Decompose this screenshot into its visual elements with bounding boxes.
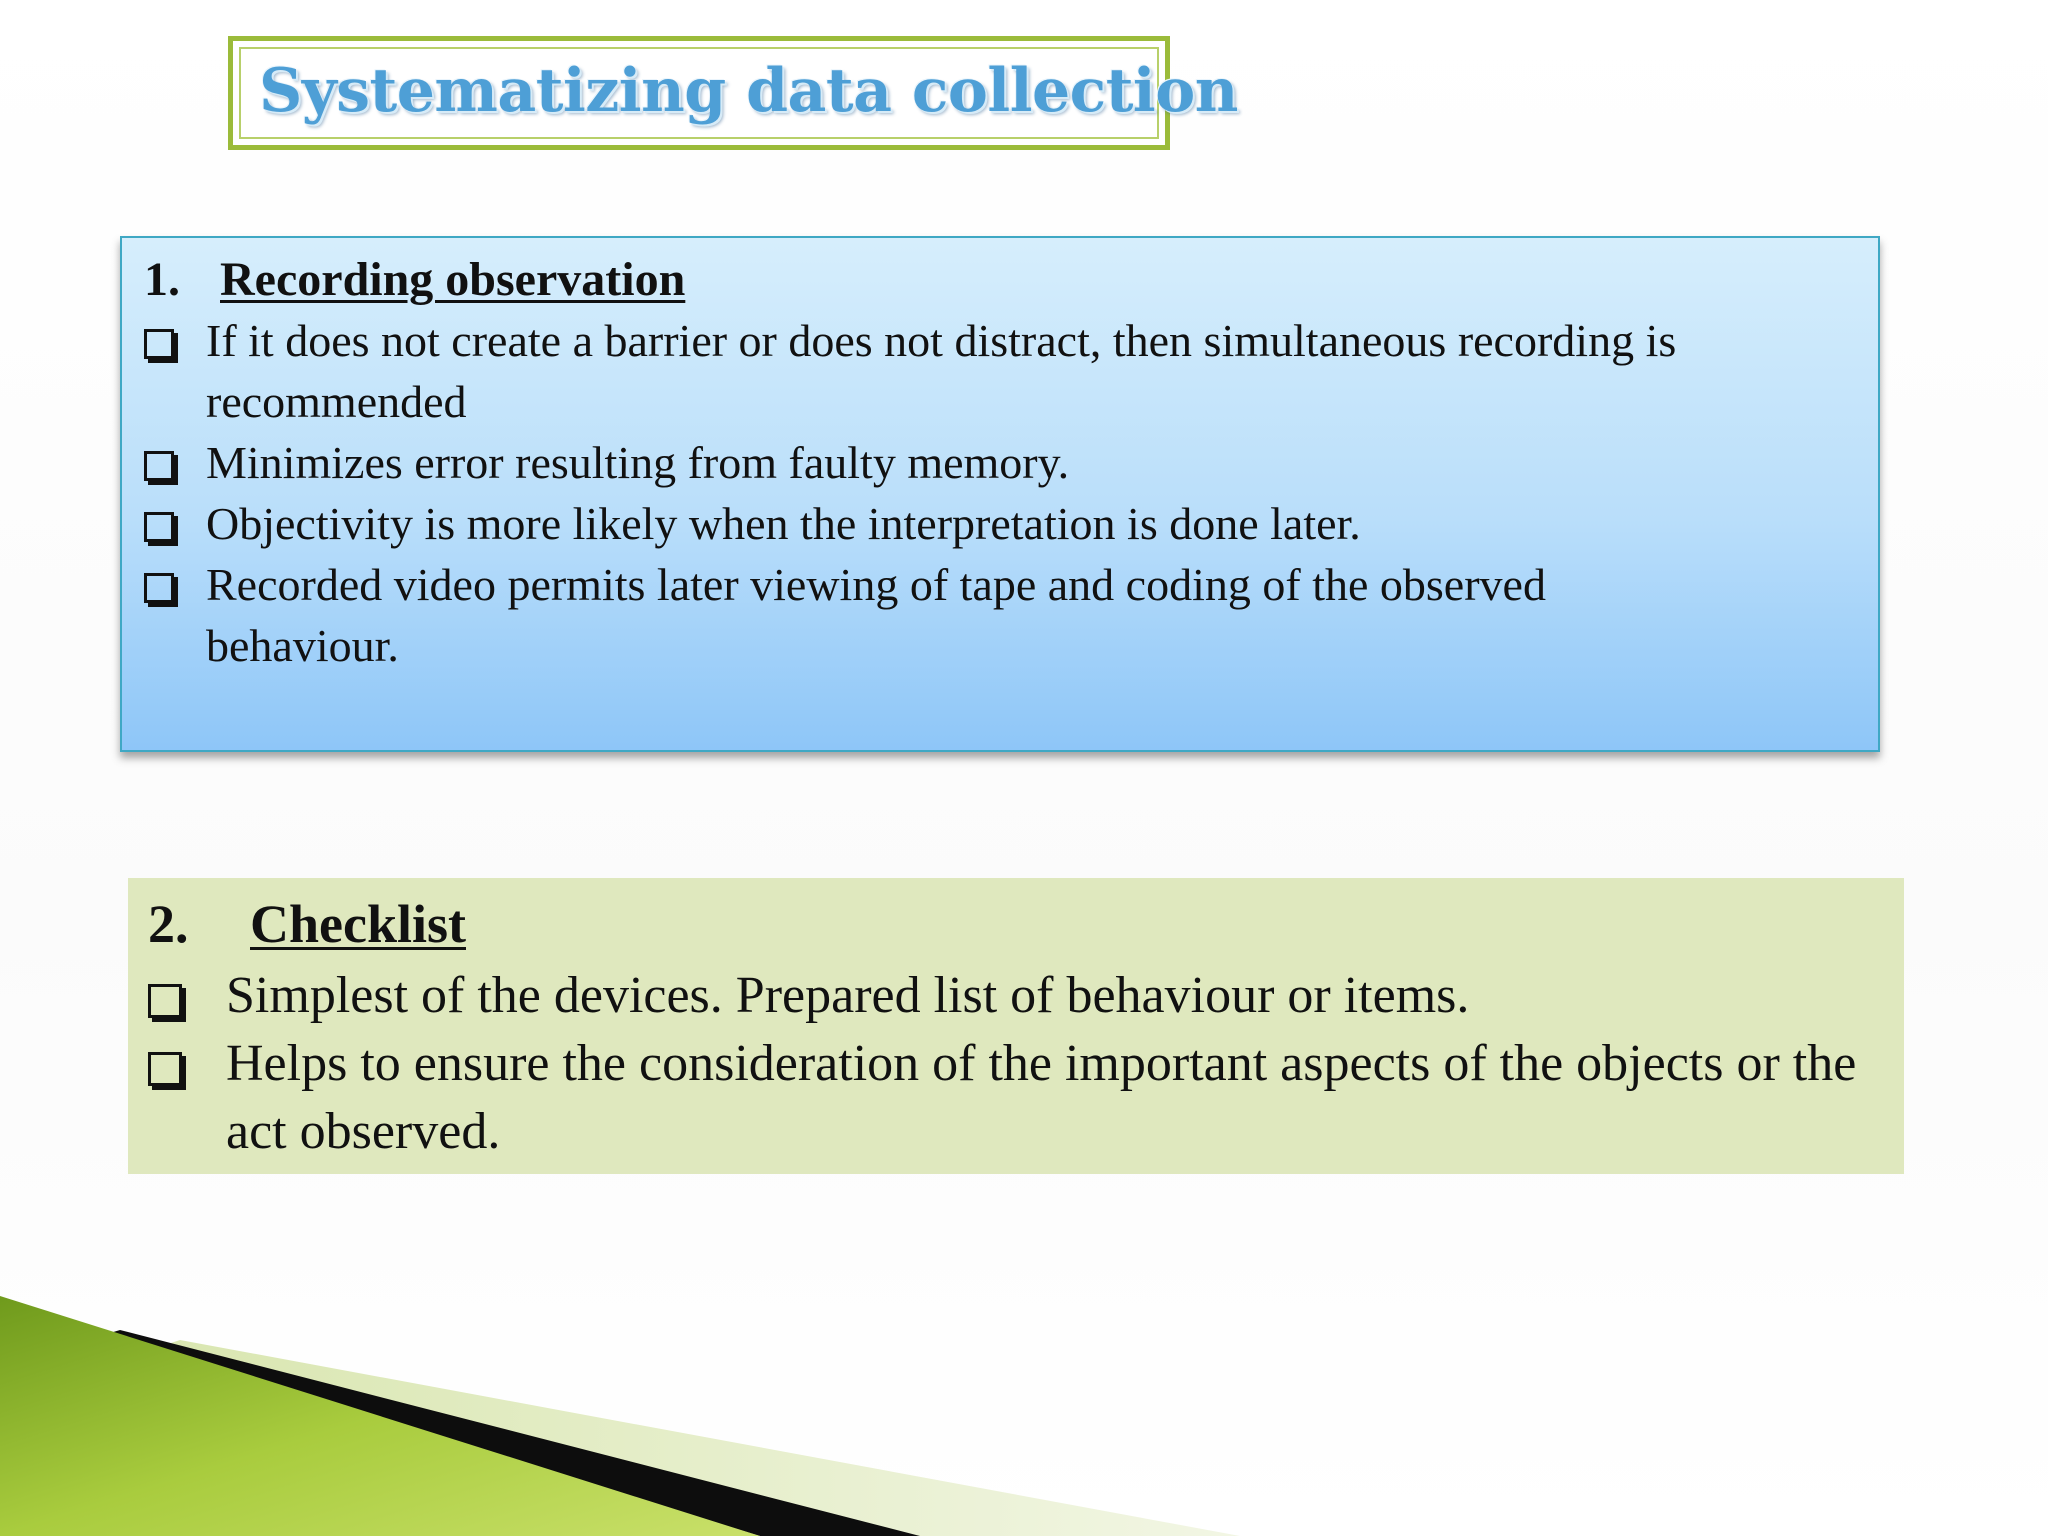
bullet-text: Minimizes error resulting from faulty memory. — [206, 437, 1070, 488]
section2-number: 2. — [148, 894, 189, 954]
decorative-swoosh — [0, 1280, 1400, 1536]
bullet-text: Helps to ensure the consideration of the important aspects of the objects or the act observed. — [226, 1035, 1857, 1160]
checkbox-bullet-icon — [144, 512, 174, 542]
swoosh-green-band — [0, 1296, 760, 1536]
section1-number: 1. — [144, 253, 180, 306]
bullet-text: Simplest of the devices. Prepared list of behaviour or items. — [226, 967, 1470, 1024]
section2-heading-text: Checklist — [250, 894, 466, 954]
bullet-text: If it does not create a barrier or does not distract, then simultaneous recording is recommended — [206, 315, 1677, 427]
checkbox-bullet-icon — [144, 573, 174, 603]
checkbox-bullet-icon — [144, 451, 174, 481]
section-recording-observation — [120, 236, 1880, 752]
checkbox-bullet-icon — [144, 329, 174, 359]
section2-heading — [148, 890, 466, 958]
bullet-text: Recorded video permits later viewing of tape and coding of the observed behaviour. — [206, 559, 1546, 671]
bullet-text: Objectivity is more likely when the interpretation is done later. — [206, 498, 1361, 549]
checkbox-bullet-icon — [148, 1052, 182, 1086]
title-frame — [228, 36, 1238, 150]
section-checklist — [128, 878, 1904, 1174]
section1-heading — [144, 250, 685, 310]
checkbox-bullet-icon — [148, 984, 182, 1018]
slide-title: Systematizing data collection — [259, 56, 1238, 126]
section1-heading-text: Recording observation — [220, 253, 686, 306]
